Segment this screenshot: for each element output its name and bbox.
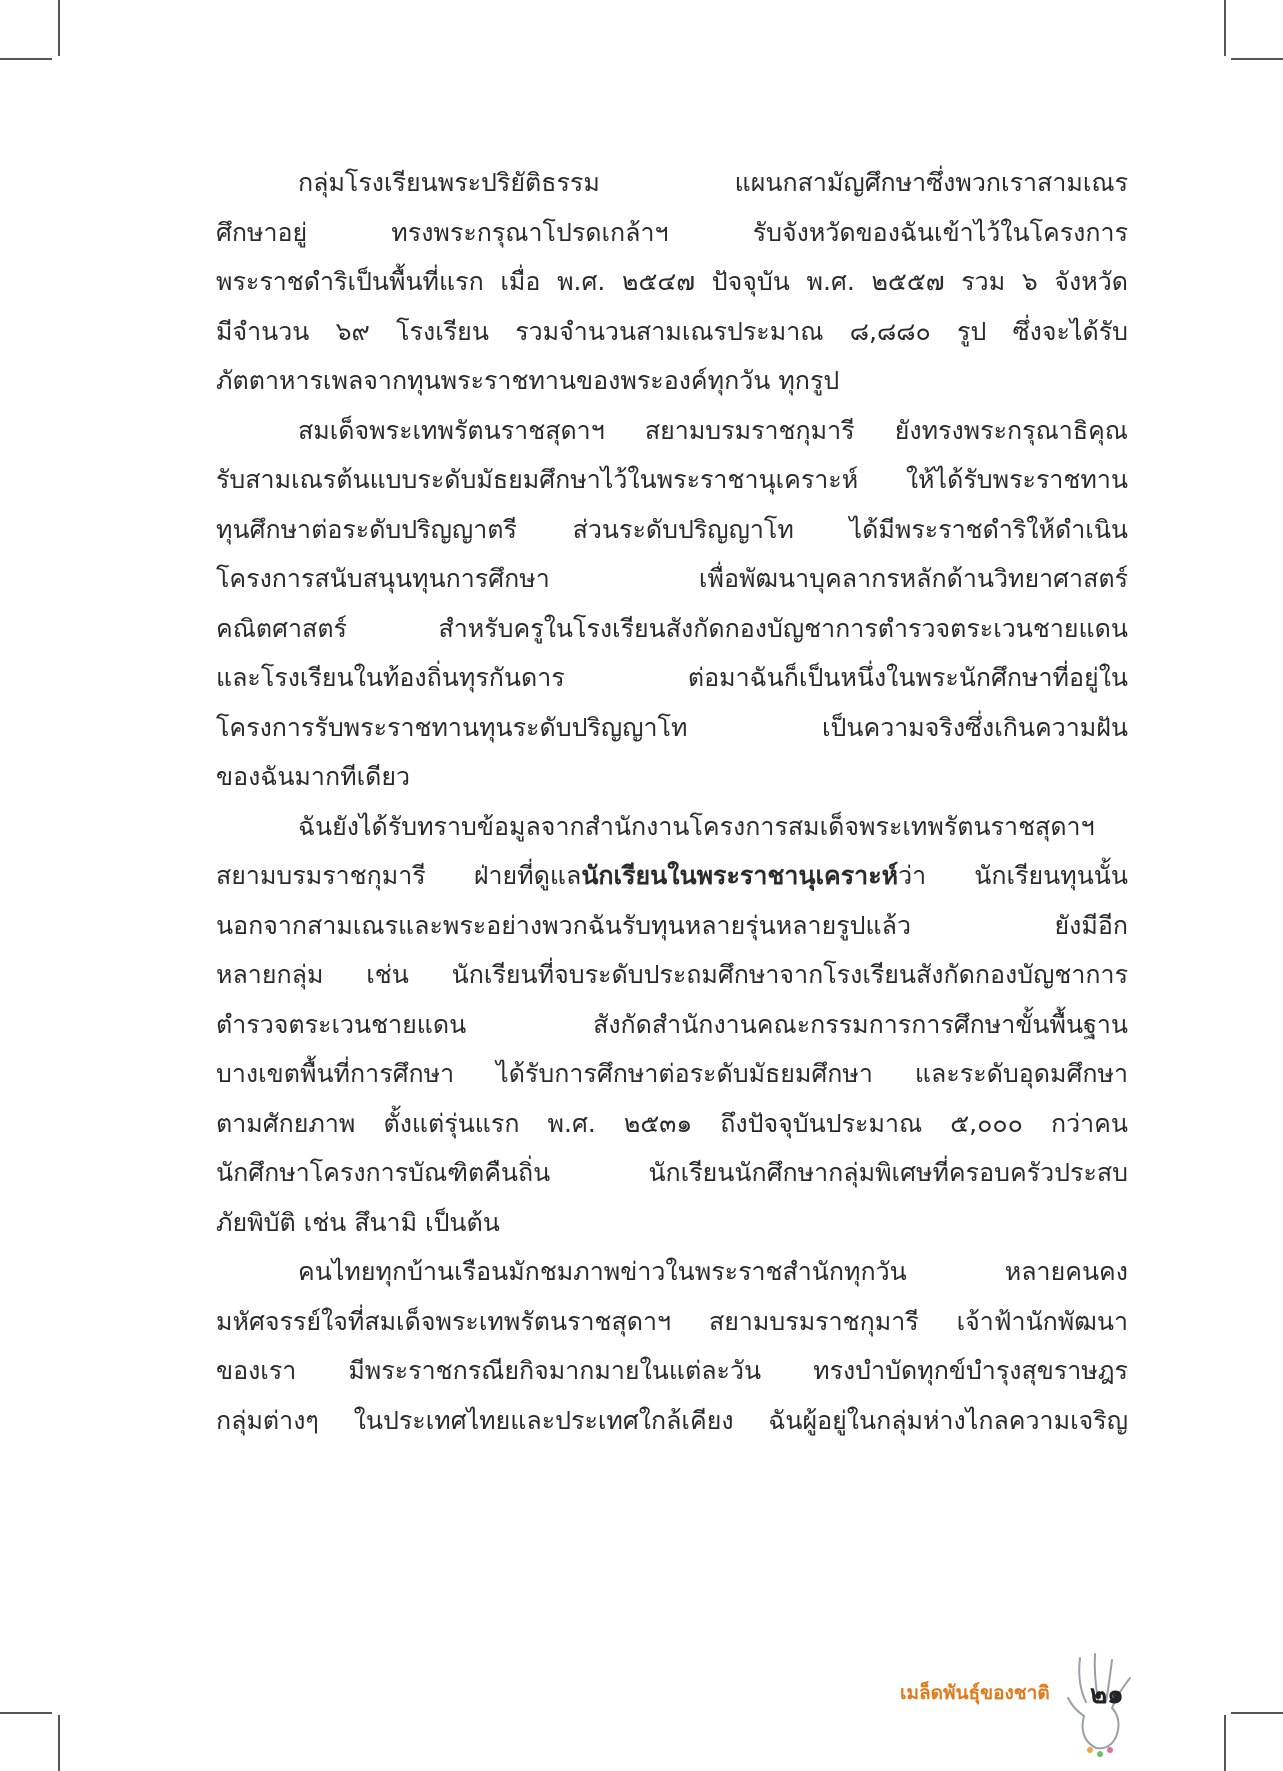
book-title: เมล็ดพันธุ์ของชาติ — [900, 1682, 1050, 1704]
text-line: สมเด็จพระเทพรัตนราชสุดาฯ สยามบรมราชกุมารี ยังทรงพระกรุณาธิคุณ — [298, 415, 1128, 445]
crop-mark-top-right-horizontal — [1231, 58, 1283, 60]
text-line: คนไทยทุกบ้านเรือนมักชมภาพข่าวในพระราชสำนักทุกวัน หลายคนคง — [298, 1257, 1128, 1286]
page-footer — [900, 1650, 1160, 1760]
text-line-with-bold — [216, 851, 1128, 901]
page-body — [216, 158, 1128, 1445]
text-line: พระราชดำริเป็นพื้นที่แรก เมื่อ พ.ศ. ๒๕๔๗ ปัจจุบัน พ.ศ. ๒๕๕๗ รวม ๖ จังหวัด — [216, 267, 1128, 296]
text-segment: ว่า นักเรียนทุนนั้น — [898, 861, 1128, 890]
text-line: รับสามเณรต้นแบบระดับมัธยมศึกษาไว้ในพระราชานุเคราะห์ ให้ได้รับพระราชทาน — [216, 465, 1128, 494]
crop-mark-top-left-vertical — [58, 0, 60, 56]
crop-mark-bottom-right-vertical — [1224, 1715, 1226, 1771]
text-line: ตามศักยภาพ ตั้งแต่รุ่นแรก พ.ศ. ๒๕๓๑ ถึงปัจจุบันประมาณ ๕,๐๐๐ กว่าคน — [216, 1108, 1128, 1138]
crop-mark-bottom-right-horizontal — [1231, 1712, 1283, 1714]
paragraph-4 — [216, 1247, 1128, 1445]
text-line: นอกจากสามเณรและพระอย่างพวกฉันรับทุนหลายรุ่นหลายรูปแล้ว ยังมีอีก — [216, 910, 1128, 940]
paragraph-2 — [216, 406, 1128, 802]
crop-mark-top-left-horizontal — [0, 58, 52, 60]
text-line: หลายกลุ่ม เช่น นักเรียนที่จบระดับประถมศึกษาจากโรงเรียนสังกัดกองบัญชาการ — [216, 960, 1128, 989]
paragraph-3 — [216, 802, 1128, 1248]
text-line: โครงการรับพระราชทานทุนระดับปริญญาโท เป็นความจริงซึ่งเกินความฝัน — [216, 712, 1128, 742]
text-line: และโรงเรียนในท้องถิ่นทุรกันดาร ต่อมาฉันก็เป็นหนึ่งในพระนักศึกษาที่อยู่ใน — [216, 663, 1128, 692]
text-line: บางเขตพื้นที่การศึกษา ได้รับการศึกษาต่อระดับมัธยมศึกษา และระดับอุดมศึกษา — [216, 1059, 1128, 1088]
text-line: นักศึกษาโครงการบัณฑิตคืนถิ่น นักเรียนนักศึกษากลุ่มพิเศษที่ครอบครัวประสบ — [216, 1158, 1128, 1187]
text-line: ภัยพิบัติ เช่น สึนามิ เป็นต้น — [216, 1207, 500, 1237]
text-line: ฉันยังได้รับทราบข้อมูลจากสำนักงานโครงการสมเด็จพระเทพรัตนราชสุดาฯ — [298, 811, 1095, 841]
text-line: คณิตศาสตร์ สำหรับครูในโรงเรียนสังกัดกองบัญชาการตำรวจตระเวนชายแดน — [216, 613, 1128, 643]
text-line: มหัศจรรย์ใจที่สมเด็จพระเทพรัตนราชสุดาฯ สยามบรมราชกุมารี เจ้าฟ้านักพัฒนา — [216, 1306, 1128, 1336]
text-line: ภัตตาหารเพลจากทุนพระราชทานของพระองค์ทุกวัน ทุกรูป — [216, 366, 840, 395]
text-line: ศึกษาอยู่ ทรงพระกรุณาโปรดเกล้าฯ รับจังหวัดของฉันเข้าไว้ในโครงการ — [216, 217, 1128, 247]
text-line: โครงการสนับสนุนทุนการศึกษา เพื่อพัฒนาบุคลากรหลักด้านวิทยาศาสตร์ — [216, 564, 1128, 593]
page-number: ๒๑ — [1090, 1680, 1124, 1710]
crop-mark-bottom-left-vertical — [58, 1715, 60, 1771]
text-line: กลุ่มต่างๆ ในประเทศไทยและประเทศใกล้เคียง ฉันผู้อยู่ในกลุ่มห่างไกลความเจริญ — [216, 1405, 1128, 1435]
text-line: ของฉันมากทีเดียว — [216, 762, 411, 791]
bold-phrase: นักเรียนในพระราชานุเคราะห์ — [581, 861, 899, 890]
paragraph-1 — [216, 158, 1128, 406]
crop-mark-top-right-vertical — [1224, 0, 1226, 56]
text-line: กลุ่มโรงเรียนพระปริยัติธรรม แผนกสามัญศึกษาซึ่งพวกเราสามเณร — [298, 168, 1128, 197]
text-line: ของเรา มีพระราชกรณียกิจมากมายในแต่ละวัน ทรงบำบัดทุกข์บำรุงสุขราษฎร — [216, 1356, 1128, 1385]
text-line: ทุนศึกษาต่อระดับปริญญาตรี ส่วนระดับปริญญาโท ได้มีพระราชดำริให้ดำเนิน — [216, 514, 1128, 544]
text-line: มีจำนวน ๖๙ โรงเรียน รวมจำนวนสามเณรประมาณ ๘,๘๘๐ รูป ซึ่งจะได้รับ — [216, 316, 1128, 346]
crop-mark-bottom-left-horizontal — [0, 1712, 52, 1714]
text-line: ตำรวจตระเวนชายแดน สังกัดสำนักงานคณะกรรมการการศึกษาขั้นพื้นฐาน — [216, 1009, 1128, 1039]
text-segment: สยามบรมราชกุมารี ฝ่ายที่ดูแล — [216, 861, 582, 890]
